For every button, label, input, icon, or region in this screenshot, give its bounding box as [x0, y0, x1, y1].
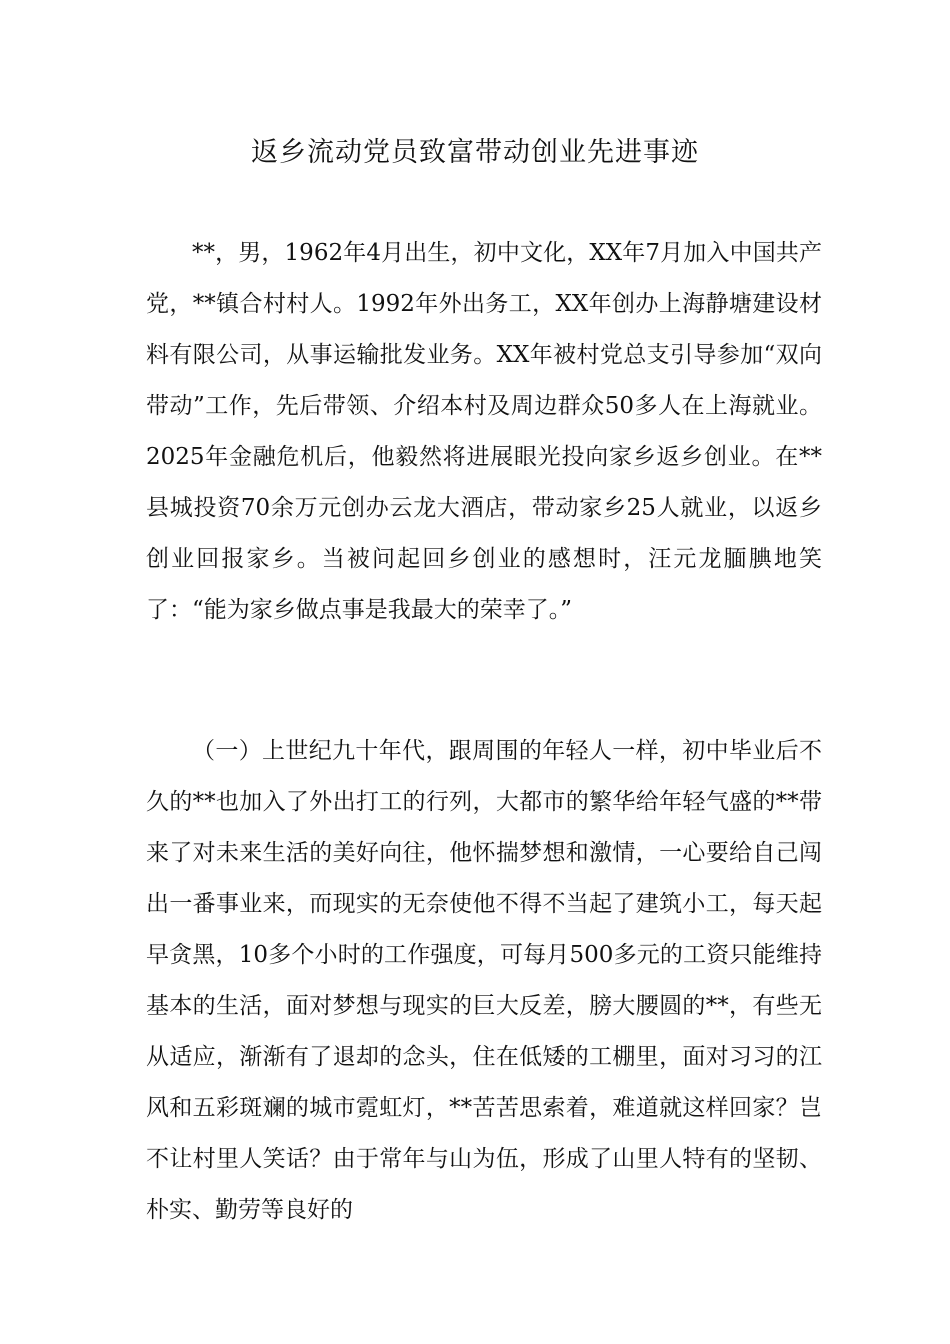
body-paragraph-1-block	[146, 228, 822, 636]
document-title: 返乡流动党员致富带动创业先进事迹	[251, 137, 699, 168]
body-paragraph: **，男，1962年4月出生，初中文化，XX年7月加入中国共产党，**镇合村村人。1992年外出务工，XX年创办上海静塘建设材料有限公司，从事运输批发业务。XX年被村党总支引导参加“双向带动”工作，先后带领、介绍本村及周边群众50多人在上海就业。2025年金融危机后，他毅然将进展眼光投向家乡返乡创业。在**县城投资70余万元创办云龙大酒店，带动家乡25人就业，以返乡创业回报家乡。当被问起回乡创业的感想时，汪元龙腼腆地笑了：“能为家乡做点事是我最大的荣幸了。”	[146, 240, 822, 623]
body-paragraph-2-block	[146, 726, 822, 1236]
body-paragraph: （一）上世纪九十年代，跟周围的年轻人一样，初中毕业后不久的**也加入了外出打工的行列，大都市的繁华给年轻气盛的**带来了对未来生活的美好向往，他怀揣梦想和激情，一心要给自己闯出一番事业来，而现实的无奈使他不得不当起了建筑小工，每天起早贪黑，10多个小时的工作强度，可每月500多元的工资只能维持基本的生活，面对梦想与现实的巨大反差，膀大腰圆的**，有些无从适应，渐渐有了退却的念头，住在低矮的工棚里，面对习习的江风和五彩斑斓的城市霓虹灯，**苦苦思索着，难道就这样回家？岂不让村里人笑话？由于常年与山为伍，形成了山里人特有的坚韧、朴实、勤劳等良好的	[146, 738, 822, 1223]
